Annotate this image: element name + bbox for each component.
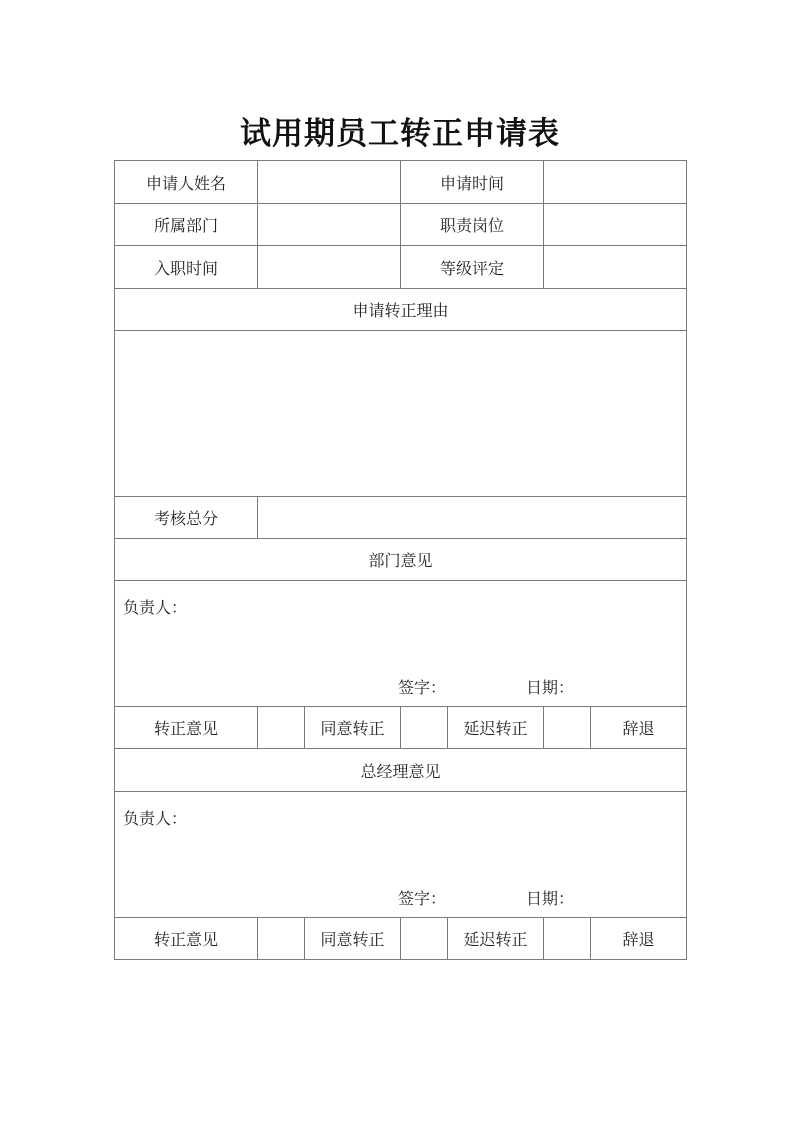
grade-label: 等级评定 [401, 246, 544, 289]
dept-dismiss-label: 辞退 [591, 707, 687, 749]
apply-time-label: 申请时间 [401, 161, 544, 204]
apply-time-field[interactable] [544, 161, 687, 204]
gm-decision-label: 转正意见 [115, 918, 258, 960]
dept-agree-checkbox[interactable] [258, 707, 305, 749]
application-form [114, 160, 687, 960]
department-field[interactable] [258, 204, 401, 246]
gm-agree-label: 同意转正 [305, 918, 401, 960]
score-field[interactable] [258, 497, 687, 539]
gm-opinion-field[interactable] [115, 792, 687, 918]
dept-sign-label: 签字： [398, 678, 447, 697]
hire-date-label: 入职时间 [115, 246, 258, 289]
dept-delay-checkbox[interactable] [401, 707, 448, 749]
gm-responsible-label: 负责人： [123, 809, 188, 828]
gm-opinion-header: 总经理意见 [115, 749, 687, 792]
dept-agree-label: 同意转正 [305, 707, 401, 749]
dept-opinion-field[interactable] [115, 581, 687, 707]
dept-opinion-header: 部门意见 [115, 539, 687, 581]
gm-date-label: 日期： [526, 889, 575, 908]
dept-delay-label: 延迟转正 [448, 707, 544, 749]
position-label: 职责岗位 [401, 204, 544, 246]
dept-dismiss-checkbox[interactable] [544, 707, 591, 749]
score-label: 考核总分 [115, 497, 258, 539]
gm-delay-checkbox[interactable] [401, 918, 448, 960]
position-field[interactable] [544, 204, 687, 246]
dept-date-label: 日期： [526, 678, 575, 697]
gm-delay-label: 延迟转正 [448, 918, 544, 960]
dept-decision-label: 转正意见 [115, 707, 258, 749]
applicant-name-field[interactable] [258, 161, 401, 204]
gm-dismiss-label: 辞退 [591, 918, 687, 960]
reason-header: 申请转正理由 [115, 289, 687, 331]
applicant-name-label: 申请人姓名 [115, 161, 258, 204]
gm-dismiss-checkbox[interactable] [544, 918, 591, 960]
gm-sign-label: 签字： [398, 889, 447, 908]
hire-date-field[interactable] [258, 246, 401, 289]
reason-field[interactable] [115, 331, 687, 497]
page-title: 试用期员工转正申请表 [240, 116, 560, 152]
gm-agree-checkbox[interactable] [258, 918, 305, 960]
grade-field[interactable] [544, 246, 687, 289]
department-label: 所属部门 [115, 204, 258, 246]
dept-responsible-label: 负责人： [123, 598, 188, 617]
